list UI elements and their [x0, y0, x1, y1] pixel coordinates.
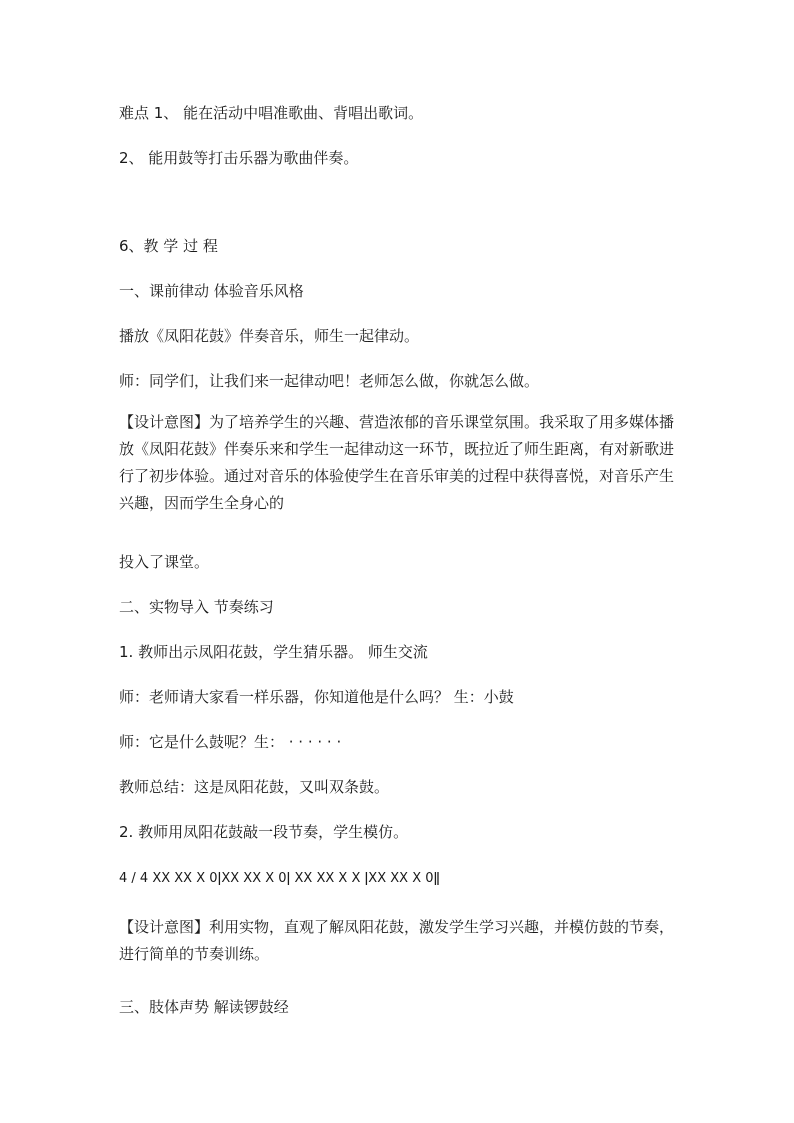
heading-part-1: 一、课前律动 体验音乐风格 — [119, 282, 304, 300]
dialogue-line: 师：它是什么鼓呢？生： · · · · · · — [119, 733, 342, 751]
dialogue-line: 师：同学们，让我们来一起律动吧！老师怎么做，你就怎么做。 — [119, 372, 540, 390]
rhythm-notation: 4 / 4 XX XX X 0ǀXX XX X 0ǀ XX XX X X ǀXX XX X 0ǁ — [119, 871, 440, 886]
difficulty-point-1: 难点 1、 能在活动中唱准歌曲、背唱出歌词。 — [119, 104, 424, 122]
design-intent-paragraph-2: 【设计意图】利用实物，直观了解凤阳花鼓，激发学生学习兴趣，并模仿鼓的节奏，进行简单的节奏训练。 — [119, 918, 675, 963]
paragraph-continuation: 投入了课堂。 — [119, 553, 210, 571]
dialogue-line: 师：老师请大家看一样乐器，你知道他是什么吗？ 生：小鼓 — [119, 688, 514, 706]
step-2: 2. 教师用凤阳花鼓敲一段节奏，学生模仿。 — [119, 823, 409, 841]
design-intent-paragraph-1: 【设计意图】为了培养学生的兴趣、营造浓郁的音乐课堂氛围。我采取了用多媒体播放《凤阳花鼓》伴奏乐来和学生一起律动这一环节，既拉近了师生距离，有对新歌进行了初步体验。通过对音乐的体验使学生在音乐审美的过程中获得喜悦，对音乐产生兴趣，因而学生全身心的 — [119, 413, 675, 512]
teacher-summary: 教师总结：这是凤阳花鼓，又叫双条鼓。 — [119, 778, 390, 796]
paragraph: 播放《凤阳花鼓》伴奏音乐，师生一起律动。 — [119, 327, 420, 345]
heading-part-2: 二、实物导入 节奏练习 — [119, 598, 274, 616]
heading-part-3: 三、肢体声势 解读锣鼓经 — [119, 998, 289, 1016]
section-teaching-process: 6、教 学 过 程 — [119, 237, 218, 255]
difficulty-point-2: 2、 能用鼓等打击乐器为歌曲伴奏。 — [119, 149, 359, 167]
step-1: 1. 教师出示凤阳花鼓，学生猜乐器。 师生交流 — [119, 643, 428, 661]
